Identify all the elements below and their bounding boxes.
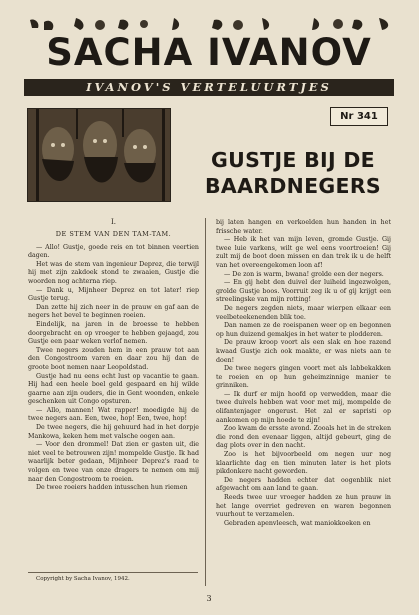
paragraph: bij laten hangen en verkoelden hun handen in het frissche water. (216, 219, 391, 235)
cover-illustration (27, 108, 171, 202)
paragraph: — Ik durf er mijn hoofd op verwedden, maar die twee duivels hebben wat voor met mij, mompelde de olifantenjager ongerust. Het zal er sapristi op aankomen op mijn hoede te zijn! (216, 390, 391, 424)
paragraph: De twee roeiers hadden intusschen hun riemen (36, 484, 188, 492)
paragraph: De twee negers gingen voort met als labbekakken te roeien en op hun geheimzinnige manier te grinniken. (216, 365, 391, 390)
paragraph: Dan namen ze de roeispanen weer op en begonnen op hun duizend gemakjes in het water te plodderen. (216, 322, 391, 338)
paragraph: De twee negers, die hij gehuurd had in het dorpje Mankowa, keken hem met valsche oogen aan. (28, 424, 199, 440)
paragraph: De prauw kroop voort als een slak en hoe razend kwaad Gustje zich ook maakte, er was niets aan te doen! (216, 339, 391, 364)
paragraph: Zoo is het bijvoorbeeld om negen uur nog klaarlichte dag en tien minuten later is het plots pikdonkere nacht geworden. (216, 451, 391, 476)
paragraph: Eindelijk, na jaren in de broesse te hebben doorgebracht en op vroeger te hebben gejaagd, zou Gustje een paar weken verlof nemen. (28, 320, 199, 346)
masthead-subtitle: IVANOV'S VERTELUURTJES (24, 79, 394, 96)
masthead-title: SACHA IVANOV (46, 31, 372, 74)
paragraph: Zoo kwam de ersste avond. Zooals het in de streken die rond den evenaar liggen, altijd gebeurt, ging de dag plots over in den nacht. (216, 425, 391, 450)
paragraph: Gebraden apenvleesch, wat maniokkoeken en (224, 519, 371, 527)
paragraph: De negers zegden niets, maar wierpen elkaar een veelbeteekenenden blik toe. (216, 304, 391, 321)
paragraph: — Dank u, Mijnheer Deprez en tot later! riep Gustje terug. (28, 286, 199, 303)
paragraph: Het was de stem van ingenieur Deprez, die terwijl hij met zijn zakdoek stond te zwaaien, Gustje die woorden nog achterna riep. (28, 260, 199, 285)
copyright-notice: Copyright by Sacha Ivanov, 1942. (36, 576, 130, 582)
paragraph: — Voor den drommel! Dat zien er gasten uit, die niet veel te betrouwen zijn! mompelde Gustje. Ik had waarlijk beter gedaan, Mijnheer Deprez's raad te volgen en twee van onze dragers te nemen om mij naar den Congostroom te roeien. (28, 441, 199, 483)
chapter-title: DE STEM VAN DEN TAM-TAM. (55, 230, 172, 238)
paragraph: — En gij hebt den duivel der luiheid ingezwolgen, grolde Gustje boos. Voorruit zeg ik u of gij krijgt een streelingske van mijn rotting! (216, 279, 391, 304)
text-column-right (216, 219, 391, 528)
paragraph: — De zon is warm, bwana! grolde een der negers. (224, 270, 384, 278)
paragraph: Gustje had nu eens echt lust op vacantie te gaan. Hij had een heele boel geld gespaard en hij wilde gaarne aan zijn ouders, die in Gent woonden, enkele geschenken uit Congo opsturen. (28, 372, 199, 406)
paragraph: Twee negers zouden hem in een prauw tot aan den Congostroom varen en daar zou hij dan de groote boot nemen naar Leopoldstad. (28, 346, 199, 371)
paragraph: — Allo, mannen! Wat rapper! moedigde hij de twee negers aan. Een, twee, hop! Een, twee, hop! (28, 406, 199, 423)
issue-number-badge: Nr 341 (330, 107, 388, 126)
chapter-number: I. (111, 218, 116, 226)
paragraph: Reeds twee uur vroeger hadden ze hun prauw in het lange overriet gedreven en waren begonnen vuurhout te verzamelen. (216, 494, 391, 519)
story-title: GUSTJE BIJ DE BAARDNEGERS (205, 148, 381, 198)
masthead (24, 16, 394, 98)
text-column-left (28, 218, 199, 493)
paragraph: — Allo! Gustje, goede reis en tot binnen veertien dagen. (28, 243, 199, 260)
page-number: 3 (206, 594, 212, 603)
paragraph: De negers hadden echter dat oogenblik niet afgewacht om aan land te gaan. (216, 476, 391, 493)
paragraph: — Heb ik het van mijn leven, gromde Gustje. Gij twee luie varkens, wilt ge wel eens voortroeien! Gij zult mij de boot doen missen en dan trek ik u de helft van het overeengekomen loon af! (216, 236, 391, 269)
column-divider (205, 218, 206, 586)
footnote-rule (28, 572, 198, 573)
paragraph: Dan zette hij zich neer in de prauw en gaf aan de negers het bevel te beginnen roeien. (28, 303, 199, 320)
